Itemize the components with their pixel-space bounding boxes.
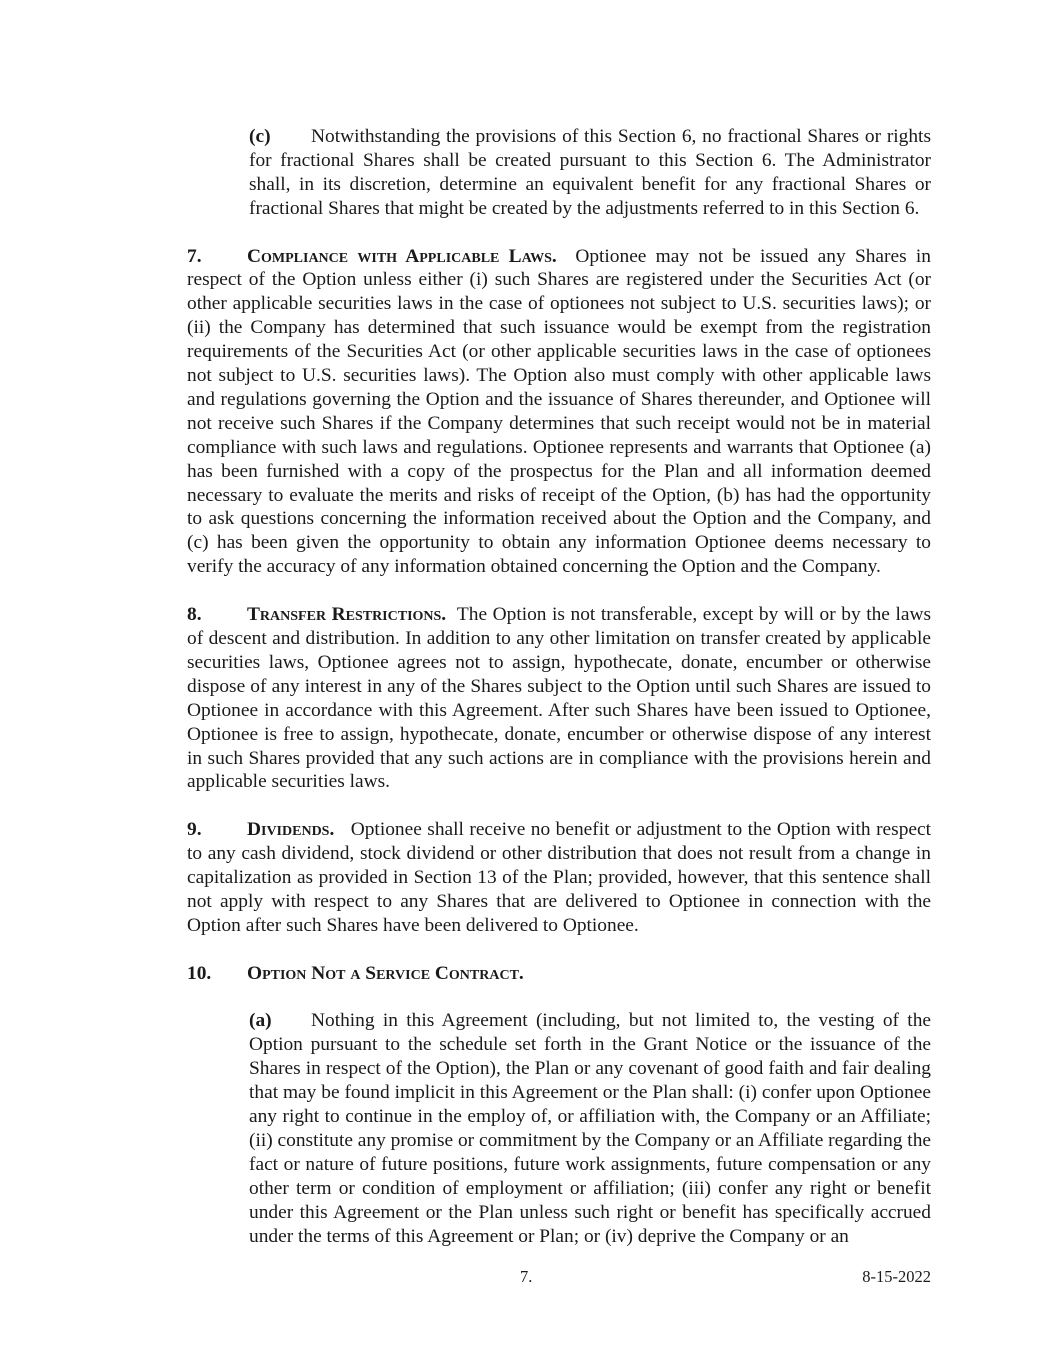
section-10-heading — [124, 962, 931, 986]
section-number: 7. — [187, 245, 202, 267]
paragraph-number: (c) — [249, 126, 271, 147]
document-body — [124, 125, 931, 1249]
section-8 — [124, 603, 931, 794]
section-number: 8. — [187, 604, 202, 626]
section-title: Option Not a Service Contract. — [247, 962, 524, 984]
section-7 — [124, 245, 931, 580]
section-text: Optionee may not be issued any Shares in respect of the Option unless either (i) such Shares are registered under the Securities Act (or other applicable securities laws in the case of optionees not subject to U.S. securities laws); or (ii) the Company has determined that such issuance would be exempt from the registration requirements of the Securities Act (or other applicable securities laws in the case of optionees not subject to U.S. securities laws). The Option also must comply with other applicable laws and regulations governing the Option and the issuance of Shares thereunder, and Optionee will not receive such Shares if the Company determines that such receipt would not be in material compliance with such laws and regulations. Optionee represents and warrants that Optionee (a) has been furnished with a copy of the prospectus for the Plan and all information deemed necessary to evaluate the merits and risks of receipt of the Option, (b) has had the opportunity to ask questions concerning the information received about the Option and the Company, and (c) has been given the opportunity to obtain any information Optionee deems necessary to verify the accuracy of any information obtained concerning the Option and the Company. — [187, 245, 931, 578]
section-number: 10. — [187, 962, 212, 984]
section-number: 9. — [187, 819, 202, 841]
section-title: Compliance with Applicable Laws. — [247, 245, 557, 267]
paragraph-text: Notwithstanding the provisions of this Section 6, no fractional Shares or rights for fractional Shares shall be created pursuant to this Section 6. The Administrator shall, in its discretion, determine an equivalent benefit for any fractional Shares or fractional Shares that might be created by the adjustments referred to in this Section 6. — [249, 126, 931, 219]
section-9 — [124, 818, 931, 938]
paragraph-text: Nothing in this Agreement (including, but not limited to, the vesting of the Option pursuant to the schedule set forth in the Grant Notice or the issuance of the Shares in respect of the Option), the Plan or any covenant of good faith and fair dealing that may be found implicit in this Agreement or the Plan shall: (i) confer upon Optionee any right to continue in the employ of, or affiliation with, the Company or an Affiliate; (ii) constitute any promise or commitment by the Company or an Affiliate regarding the fact or nature of future positions, future work assignments, future compensation or any other term or condition of employment or affiliation; (iii) confer any right or benefit under this Agreement or the Plan unless such right or benefit has specifically accrued under the terms of this Agreement or Plan; or (iv) deprive the Company or an — [249, 1010, 931, 1247]
paragraph-number: (a) — [249, 1010, 272, 1032]
section-title: Transfer Restrictions. — [247, 604, 447, 626]
section-title: Dividends. — [247, 819, 335, 841]
paragraph-6c — [124, 125, 931, 221]
footer-date: 8-15-2022 — [862, 1267, 931, 1286]
paragraph-10a — [124, 1009, 931, 1248]
section-text: Optionee shall receive no benefit or adjustment to the Option with respect to any cash dividend, stock dividend or other distribution that does not result from a change in capitalization as provided in Section 13 of the Plan; provided, however, that this sentence shall not apply with respect to any Shares that are delivered to Optionee in connection with the Option after such Shares have been delivered to Optionee. — [187, 819, 931, 936]
page-number: 7. — [520, 1267, 533, 1286]
section-text: The Option is not transferable, except by will or by the laws of descent and distribution. In addition to any other limitation on transfer created by applicable securities laws, Optionee agrees not to assign, hypothecate, donate, encumber or otherwise dispose of any interest in any of the Shares subject to the Option until such Shares are issued to Optionee in accordance with this Agreement. After such Shares have been issued to Optionee, Optionee is free to assign, hypothecate, donate, encumber or otherwise dispose of any interest in such Shares provided that any such actions are in compliance with the provisions herein and applicable securities laws. — [187, 604, 931, 793]
